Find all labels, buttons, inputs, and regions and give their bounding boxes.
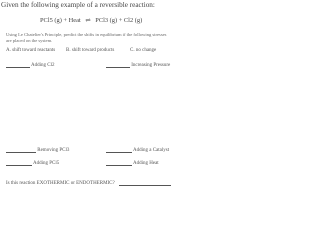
stress-label: Adding PCl5 [32, 161, 60, 166]
stress-label: Adding a Catalyst [132, 148, 170, 153]
instructions-line-1: Using Le Chatelier's Principle, predict the shifts in equilibrium if the following stresses [6, 32, 167, 37]
choice-b: B. shift toward products [66, 48, 115, 53]
stress-label: Adding Heat [132, 161, 159, 166]
question-answer-blank[interactable] [119, 179, 171, 186]
reaction-arrow-icon: ⇌ [85, 17, 91, 24]
stress-label: Increasing Pressure [131, 63, 171, 68]
stress-item [6, 61, 54, 68]
stress-label: Adding Cl2 [30, 63, 55, 68]
reaction-equation [40, 18, 142, 24]
answer-blank[interactable] [6, 159, 32, 166]
stress-item [106, 61, 170, 68]
reaction-right: PCl3 (g) + Cl2 (g) [95, 17, 143, 24]
answer-blank[interactable] [106, 146, 132, 153]
choice-c: C. no change [130, 48, 157, 53]
answer-blank[interactable] [6, 146, 36, 153]
reaction-left: PCl5 (g) + Heat [40, 17, 81, 24]
stress-item [106, 159, 159, 166]
choice-a: A. shift toward reactants [6, 48, 56, 53]
answer-blank[interactable] [6, 61, 30, 68]
instructions [6, 32, 166, 43]
stress-label: Removing PCl3 [37, 148, 70, 153]
answer-blank[interactable] [106, 159, 132, 166]
exo-endo-question [6, 179, 171, 186]
intro-text: Given the following example of a reversible reaction: [1, 1, 155, 9]
stress-item [6, 159, 59, 166]
instructions-line-2: are placed on the system. [6, 37, 53, 43]
stress-item [6, 146, 69, 153]
answer-blank[interactable] [106, 61, 130, 68]
stress-item [106, 146, 169, 153]
question-text: Is this reaction EXOTHERMIC or ENDOTHERMIC? [6, 181, 115, 186]
